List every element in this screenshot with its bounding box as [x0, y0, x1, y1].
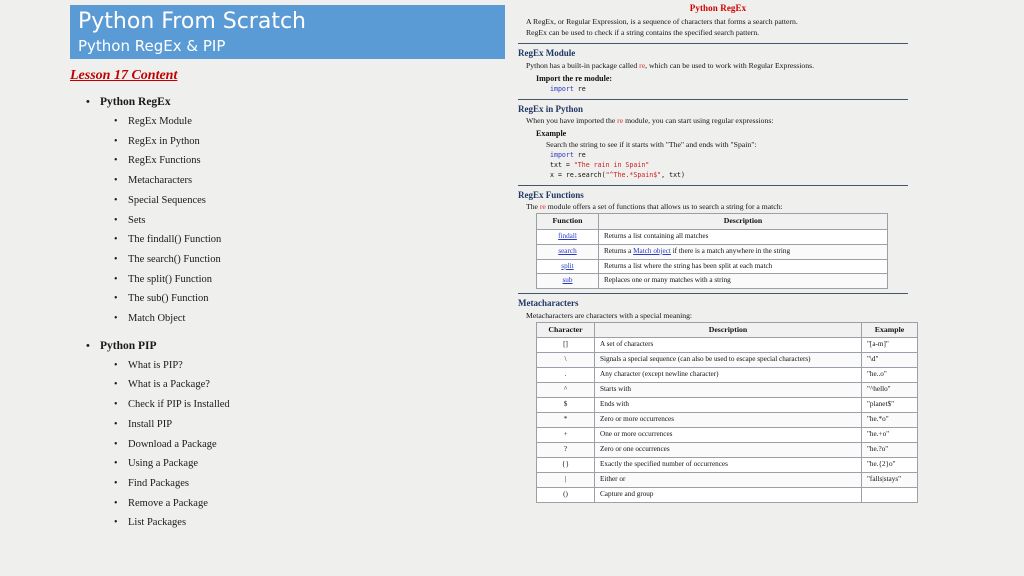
- function-name-cell: [537, 229, 599, 244]
- description-cell: Zero or one occurrences: [595, 443, 862, 458]
- column-header-character: Character: [537, 322, 595, 338]
- table-row: [537, 383, 918, 398]
- list-item[interactable]: • Download a Package: [70, 435, 490, 455]
- description-cell: Signals a special sequence (can also be used to escape special characters): [595, 353, 862, 368]
- character-cell: ?: [537, 443, 595, 458]
- example-cell: "he..o": [862, 368, 918, 383]
- column-header-function: Function: [537, 213, 599, 229]
- text-fragment: module offers a set of functions that allows us to search a string for a match:: [545, 201, 783, 211]
- table-row: [537, 443, 918, 458]
- function-description-cell: [599, 274, 888, 289]
- list-item[interactable]: • Install PIP: [70, 415, 490, 435]
- text-fragment: Replaces one or many matches with a string: [604, 276, 731, 285]
- import-re-label: Import the re module:: [536, 73, 613, 83]
- function-link-sub[interactable]: sub: [562, 276, 573, 285]
- example-cell: "he.*o": [862, 413, 918, 428]
- list-item[interactable]: • RegEx in Python: [70, 132, 490, 152]
- metacharacters-intro: Metacharacters are characters with a special meaning:: [526, 310, 693, 320]
- function-link-findall[interactable]: findall: [558, 231, 577, 240]
- text-fragment: module, you can start using regular expressions:: [623, 115, 774, 125]
- description-cell: Starts with: [595, 383, 862, 398]
- list-item[interactable]: • Match Object: [70, 309, 490, 329]
- function-description-cell: [599, 259, 888, 274]
- match-object-link[interactable]: Match object: [633, 246, 671, 255]
- inline-code-re: re: [639, 60, 646, 70]
- intro-line-1: A RegEx, or Regular Expression, is a sequence of characters that forms a search pattern.: [526, 17, 798, 27]
- table-row: [537, 338, 918, 353]
- description-cell: Any character (except newline character): [595, 368, 862, 383]
- lesson-outline: [70, 92, 490, 533]
- list-item[interactable]: • Sets: [70, 211, 490, 231]
- text-fragment: , which can be used to work with Regular Expressions.: [645, 60, 815, 70]
- outline-group-pip: [70, 336, 490, 533]
- section-divider: [518, 43, 908, 44]
- table-row: [537, 353, 918, 368]
- text-fragment: if there is a match anywhere in the string: [670, 246, 791, 255]
- table-row: [537, 398, 918, 413]
- metacharacters-table: [536, 322, 918, 503]
- function-link-split[interactable]: split: [561, 261, 574, 270]
- regex-reference-document: [518, 2, 918, 503]
- column-header-description: Description: [599, 213, 888, 229]
- text-fragment: Returns a: [604, 246, 634, 255]
- list-item[interactable]: • Special Sequences: [70, 191, 490, 211]
- list-item[interactable]: • Remove a Package: [70, 494, 490, 514]
- table-row: [537, 472, 918, 487]
- example-cell: "he.?o": [862, 443, 918, 458]
- character-cell: (): [537, 487, 595, 502]
- description-cell: A set of characters: [595, 338, 862, 353]
- list-item[interactable]: • What is a Package?: [70, 375, 490, 395]
- character-cell: |: [537, 472, 595, 487]
- text-fragment: Python has a built-in package called: [526, 60, 640, 70]
- section-divider: [518, 293, 908, 294]
- list-item[interactable]: • Metacharacters: [70, 171, 490, 191]
- list-item[interactable]: • List Packages: [70, 513, 490, 533]
- regex-module-text: [526, 61, 918, 72]
- example-cell: "^hello": [862, 383, 918, 398]
- text-fragment: Returns a list containing all matches: [604, 231, 709, 240]
- character-cell: ^: [537, 383, 595, 398]
- outline-sublist: [70, 112, 490, 329]
- character-cell: .: [537, 368, 595, 383]
- example-cell: "he.+o": [862, 428, 918, 443]
- list-item[interactable]: • RegEx Module: [70, 112, 490, 132]
- document-title: Python RegEx: [689, 3, 747, 13]
- code-keyword: import: [550, 150, 574, 159]
- table-header-row: [537, 213, 888, 229]
- example-cell: "planet$": [862, 398, 918, 413]
- section-heading-regex-module: RegEx Module: [518, 48, 576, 59]
- description-cell: Either or: [595, 472, 862, 487]
- character-cell: *: [537, 413, 595, 428]
- list-item[interactable]: • RegEx Functions: [70, 151, 490, 171]
- section-heading-metacharacters: Metacharacters: [518, 298, 579, 309]
- table-row: [537, 368, 918, 383]
- list-item[interactable]: • The search() Function: [70, 250, 490, 270]
- section-divider: [518, 185, 908, 186]
- code-block-import-re: [550, 85, 918, 95]
- right-column: [512, 0, 1024, 576]
- section-heading-regex-in-python: RegEx in Python: [518, 103, 584, 114]
- list-item[interactable]: • The split() Function: [70, 270, 490, 290]
- outline-group-regex: [70, 92, 490, 329]
- character-cell: {}: [537, 457, 595, 472]
- example-description: Search the string to see if it starts with "The" and ends with "Spain":: [546, 139, 757, 149]
- inline-code-re: re: [539, 201, 546, 211]
- code-text: , txt): [661, 170, 685, 179]
- list-item[interactable]: • Check if PIP is Installed: [70, 395, 490, 415]
- description-cell: Ends with: [595, 398, 862, 413]
- table-header-row: [537, 322, 918, 338]
- regex-functions-table: [536, 213, 888, 290]
- text-fragment: The: [526, 201, 540, 211]
- code-string: "^The.*Spain$": [605, 170, 662, 179]
- example-cell: "falls|stays": [862, 472, 918, 487]
- example-cell: "[a-m]": [862, 338, 918, 353]
- text-fragment: Returns a list where the string has been split at each match: [604, 261, 773, 270]
- lesson-heading: Lesson 17 Content: [70, 68, 178, 83]
- slide-subtitle: Python RegEx & PIP: [78, 37, 226, 55]
- function-description-cell: [599, 229, 888, 244]
- function-name-cell: [537, 274, 599, 289]
- function-name-cell: [537, 259, 599, 274]
- table-row: [537, 229, 888, 244]
- outline-spacer: [70, 329, 490, 336]
- title-band: [70, 5, 505, 59]
- function-name-cell: [537, 244, 599, 259]
- character-cell: $: [537, 398, 595, 413]
- list-item[interactable]: • The findall() Function: [70, 230, 490, 250]
- character-cell: +: [537, 428, 595, 443]
- table-row: [537, 259, 888, 274]
- outline-group-title: • Python RegEx: [70, 92, 490, 112]
- section-heading-regex-functions: RegEx Functions: [518, 189, 584, 200]
- intro-line-2: RegEx can be used to check if a string contains the specified search pattern.: [526, 28, 760, 38]
- example-cell: "\d": [862, 353, 918, 368]
- outline-sublist: [70, 356, 490, 533]
- code-string: "The rain in Spain": [573, 160, 650, 169]
- character-cell: \: [537, 353, 595, 368]
- code-text: re: [573, 150, 586, 159]
- regex-functions-text: [526, 202, 918, 213]
- example-cell: "he.{2}o": [862, 457, 918, 472]
- code-text: re: [573, 84, 586, 93]
- outline-group-title: • Python PIP: [70, 336, 490, 356]
- table-row: [537, 428, 918, 443]
- function-link-search[interactable]: search: [558, 246, 577, 255]
- function-description-cell: [599, 244, 888, 259]
- regex-in-python-text: [526, 116, 918, 127]
- list-item[interactable]: • The sub() Function: [70, 289, 490, 309]
- list-item[interactable]: • What is PIP?: [70, 356, 490, 376]
- example-cell: [862, 487, 918, 502]
- description-cell: Zero or more occurrences: [595, 413, 862, 428]
- example-label: Example: [536, 128, 567, 138]
- column-header-example: Example: [862, 322, 918, 338]
- description-cell: Capture and group: [595, 487, 862, 502]
- code-text: x = re.search(: [550, 170, 606, 179]
- code-block-example: [550, 151, 918, 181]
- table-row: [537, 274, 888, 289]
- left-column: [0, 0, 510, 576]
- description-cell: One or more occurrences: [595, 428, 862, 443]
- table-row: [537, 487, 918, 502]
- slide-title: Python From Scratch: [78, 9, 307, 34]
- inline-code-re: re: [617, 115, 624, 125]
- column-header-description: Description: [595, 322, 862, 338]
- code-keyword: import: [550, 84, 574, 93]
- character-cell: []: [537, 338, 595, 353]
- table-row: [537, 413, 918, 428]
- table-row: [537, 244, 888, 259]
- list-item[interactable]: • Using a Package: [70, 454, 490, 474]
- table-row: [537, 457, 918, 472]
- description-cell: Exactly the specified number of occurrences: [595, 457, 862, 472]
- code-text: txt =: [550, 160, 574, 169]
- text-fragment: When you have imported the: [526, 115, 618, 125]
- section-divider: [518, 99, 908, 100]
- list-item[interactable]: • Find Packages: [70, 474, 490, 494]
